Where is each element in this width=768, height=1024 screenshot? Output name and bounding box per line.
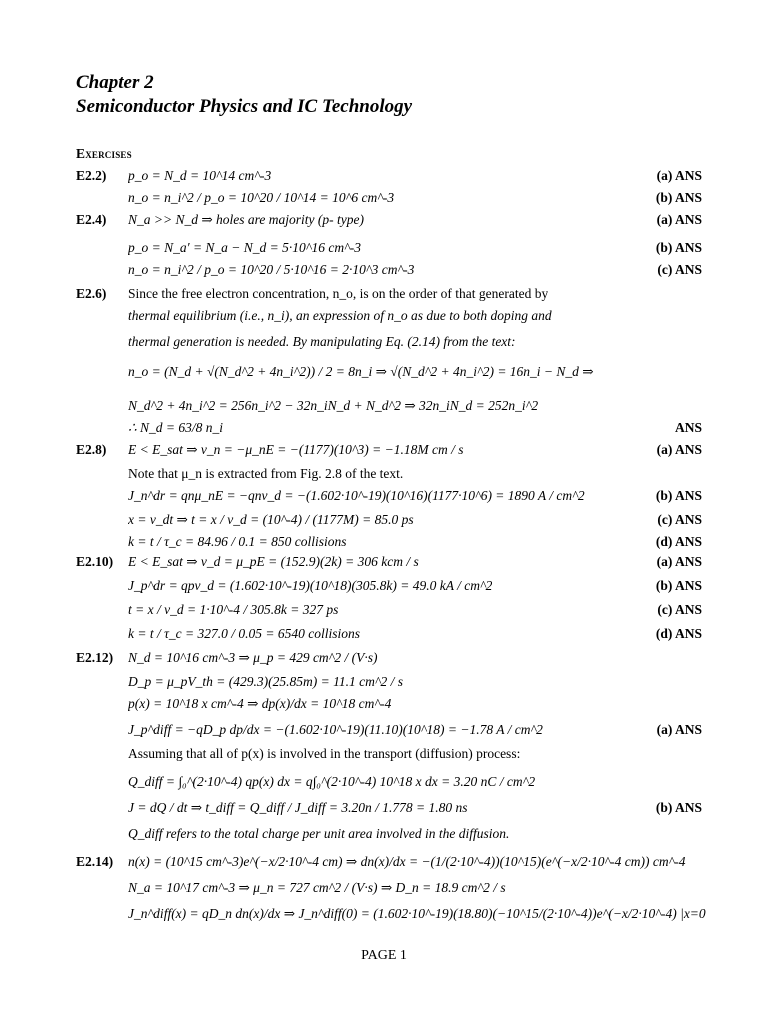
- equation-line: E < E_sat ⇒ v_n = −μ_nE = −(1177)(10^3) = −1.18M cm / s: [128, 442, 464, 457]
- answer-tag: (d) ANS: [655, 626, 702, 641]
- exercise-label: E2.12): [76, 650, 114, 665]
- answer-tag: (a) ANS: [656, 722, 702, 737]
- exercise-label: E2.14): [76, 854, 114, 869]
- equation-line: Note that μ_n is extracted from Fig. 2.8 of the text.: [128, 466, 404, 481]
- equation-line: thermal generation is needed. By manipulating Eq. (2.14) from the text:: [128, 334, 516, 349]
- chapter-title: Chapter 2: [76, 72, 154, 93]
- exercise-label: E2.4): [76, 212, 107, 227]
- equation-line: k = t / τ_c = 84.96 / 0.1 = 850 collisions: [128, 534, 347, 549]
- equation-line: D_p = μ_pV_th = (429.3)(25.85m) = 11.1 cm^2 / s: [128, 674, 404, 689]
- equation-line: Assuming that all of p(x) is involved in the transport (diffusion) process:: [128, 746, 521, 761]
- equation-line: x = v_dt ⇒ t = x / v_d = (10^-4) / (1177M) = 85.0 ps: [128, 512, 414, 527]
- equation-line: J_p^dr = qpv_d = (1.602·10^-19)(10^18)(305.8k) = 49.0 kA / cm^2: [128, 578, 493, 593]
- answer-tag: (a) ANS: [656, 212, 702, 227]
- answer-tag: ANS: [674, 420, 702, 435]
- equation-line: n(x) = (10^15 cm^-3)e^(−x/2·10^-4 cm) ⇒ dn(x)/dx = −(1/(2·10^-4))(10^15)(e^(−x/2·10^-4 cm)) cm^-4: [128, 854, 686, 869]
- page-footer: PAGE 1: [361, 948, 407, 963]
- equation-line: J_n^diff(x) = qD_n dn(x)/dx ⇒ J_n^diff(0) = (1.602·10^-19)(18.80)(−10^15/(2·10^-4))e^(−x/2·10^-4) |x=0: [128, 906, 706, 921]
- exercise-label: E2.2): [76, 168, 107, 183]
- equation-line: n_o = n_i^2 / p_o = 10^20 / 5·10^16 = 2·10^3 cm^-3: [128, 262, 415, 277]
- equation-line: n_o = (N_d + √(N_d^2 + 4n_i^2)) / 2 = 8n_i ⇒ √(N_d^2 + 4n_i^2) = 16n_i − N_d ⇒: [128, 364, 594, 379]
- equation-line: thermal equilibrium (i.e., n_i), an expression of n_o as due to both doping and: [128, 308, 552, 323]
- equation-line: p_o = N_d = 10^14 cm^-3: [128, 168, 272, 183]
- equation-line: k = t / τ_c = 327.0 / 0.05 = 6540 collisions: [128, 626, 361, 641]
- equation-line: p_o = N_a′ = N_a − N_d = 5·10^16 cm^-3: [128, 240, 362, 255]
- equation-line: p(x) = 10^18 x cm^-4 ⇒ dp(x)/dx = 10^18 cm^-4: [128, 696, 392, 711]
- equation-line: N_a >> N_d ⇒ holes are majority (p- type): [128, 212, 364, 227]
- answer-tag: (b) ANS: [655, 800, 702, 815]
- answer-tag: (b) ANS: [655, 578, 702, 593]
- equation-line: J_n^dr = qnμ_nE = −qnv_d = −(1.602·10^-19)(10^16)(1177·10^6) = 1890 A / cm^2: [128, 488, 585, 503]
- answer-tag: (a) ANS: [656, 168, 702, 183]
- answer-tag: (b) ANS: [655, 488, 702, 503]
- equation-line: t = x / v_d = 1·10^-4 / 305.8k = 327 ps: [128, 602, 339, 617]
- exercise-label: E2.6): [76, 286, 107, 301]
- answer-tag: (b) ANS: [655, 190, 702, 205]
- equation-line: N_d = 10^16 cm^-3 ⇒ μ_p = 429 cm^2 / (V·s): [128, 650, 378, 665]
- answer-tag: (c) ANS: [657, 602, 702, 617]
- equation-line: N_a = 10^17 cm^-3 ⇒ μ_n = 727 cm^2 / (V·s) ⇒ D_n = 18.9 cm^2 / s: [128, 880, 506, 895]
- equation-line: E < E_sat ⇒ v_d = μ_pE = (152.9)(2k) = 306 kcm / s: [128, 554, 419, 569]
- answer-tag: (d) ANS: [655, 534, 702, 549]
- equation-line: n_o = n_i^2 / p_o = 10^20 / 10^14 = 10^6 cm^-3: [128, 190, 395, 205]
- equation-line: N_d^2 + 4n_i^2 = 256n_i^2 − 32n_iN_d + N_d^2 ⇒ 32n_iN_d = 252n_i^2: [128, 398, 539, 413]
- answer-tag: (b) ANS: [655, 240, 702, 255]
- equation-line: J = dQ / dt ⇒ t_diff = Q_diff / J_diff = 3.20n / 1.778 = 1.80 ns: [128, 800, 468, 815]
- answer-tag: (c) ANS: [657, 262, 702, 277]
- exercise-label: E2.10): [76, 554, 114, 569]
- section-header: Exercises: [76, 146, 132, 161]
- answer-tag: (c) ANS: [657, 512, 702, 527]
- equation-line: ∴ N_d = 63/8 n_i: [128, 420, 223, 435]
- exercise-label: E2.8): [76, 442, 107, 457]
- equation-line: J_p^diff = −qD_p dp/dx = −(1.602·10^-19)(11.10)(10^18) = −1.78 A / cm^2: [128, 722, 543, 737]
- equation-line: Q_diff = ∫₀^(2·10^-4) qp(x) dx = q∫₀^(2·10^-4) 10^18 x dx = 3.20 nC / cm^2: [128, 774, 536, 789]
- equation-line: Since the free electron concentration, n_o, is on the order of that generated by: [128, 286, 549, 301]
- answer-tag: (a) ANS: [656, 442, 702, 457]
- answer-tag: (a) ANS: [656, 554, 702, 569]
- chapter-subtitle: Semiconductor Physics and IC Technology: [76, 96, 413, 117]
- equation-line: Q_diff refers to the total charge per unit area involved in the diffusion.: [128, 826, 510, 841]
